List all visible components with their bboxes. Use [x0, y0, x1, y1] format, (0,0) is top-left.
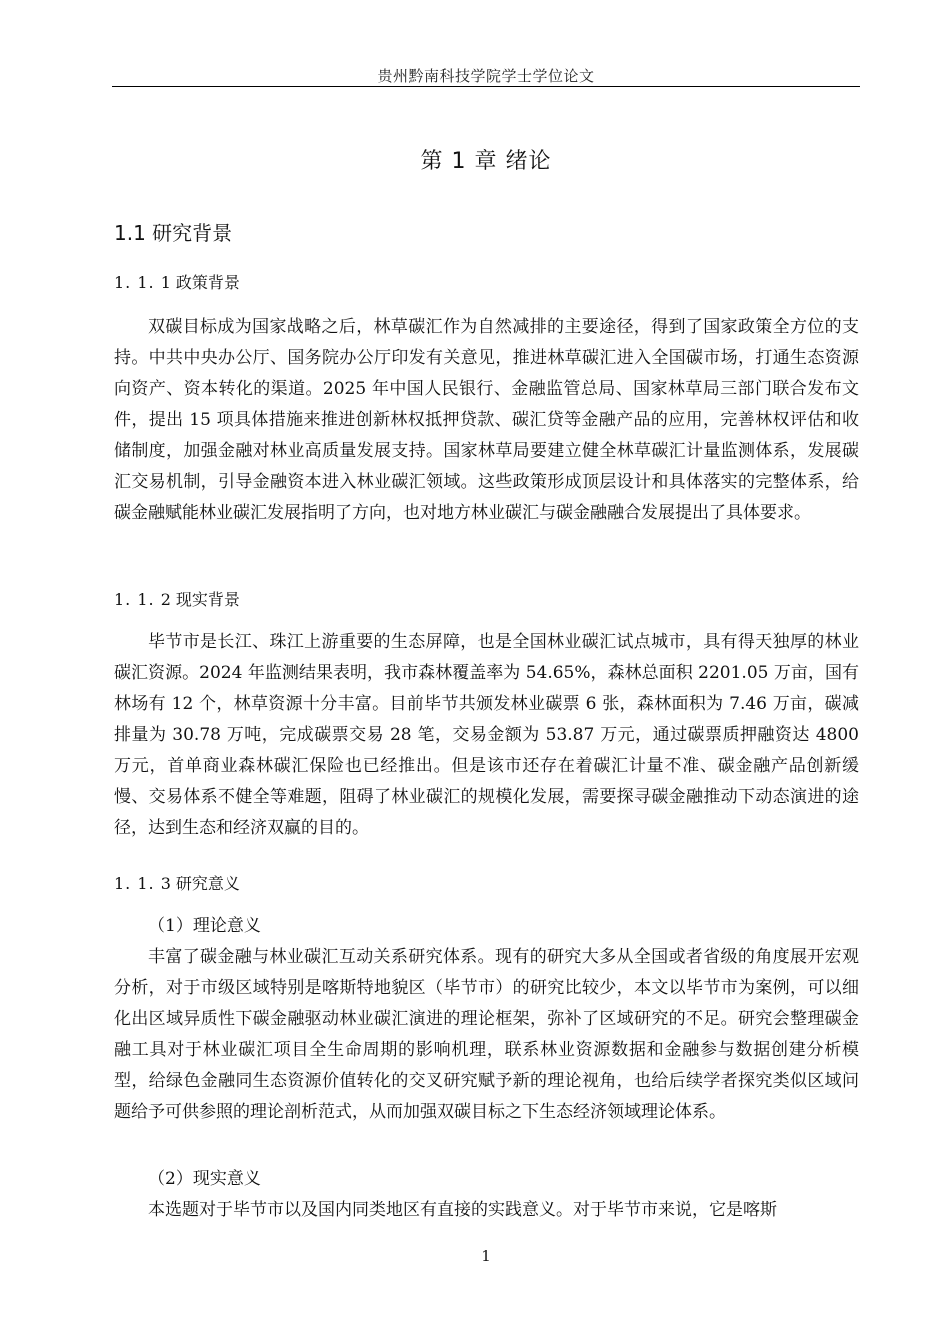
- paragraph-practical-significance: 本选题对于毕节市以及国内同类地区有直接的实践意义。对于毕节市来说，它是喀斯: [148, 1200, 777, 1220]
- subsection-heading-significance: [114, 872, 240, 896]
- subsection-number: 1. 1. 2: [114, 590, 172, 609]
- subsection-heading-reality: [114, 588, 240, 612]
- subsection-title: 现实背景: [175, 590, 240, 609]
- paragraph-theoretical-significance: 丰富了碳金融与林业碳汇互动关系研究体系。现有的研究大多从全国或者省级的角度展开宏观分析，对于市级区域特别是喀斯特地貌区（毕节市）的研究比较少，本文以毕节市为案例，可以细化出区域异质性下碳金融驱动林业碳汇演进的理论框架，弥补了区域研究的不足。研究会整理碳金融工具对于林业碳汇项目全生命周期的影响机理，联系林业资源数据和金融参与数据创建分析模型，给绿色金融同生态资源价值转化的交叉研究赋予新的理论视角，也给后续学者探究类似区域问题给予可供参照的理论剖析范式，从而加强双碳目标之下生态经济领域理论体系。: [114, 947, 859, 1122]
- running-header: 贵州黔南科技学院学士学位论文: [377, 67, 595, 85]
- item-label-practical: （2）现实意义: [148, 1169, 261, 1189]
- item-label-theoretical: （1）理论意义: [148, 916, 261, 936]
- subsection-heading-policy: [114, 271, 240, 295]
- paragraph-policy-background: 双碳目标成为国家战略之后，林草碳汇作为自然减排的主要途径，得到了国家政策全方位的支持。中共中央办公厅、国务院办公厅印发有关意见，推进林草碳汇进入全国碳市场，打通生态资源向资产、资本转化的渠道。2025 年中国人民银行、金融监管总局、国家林草局三部门联合发布文件，提出 15 项具体措施来推进创新林权抵押贷款、碳汇贷等金融产品的应用，完善林权评估和收储制度，加强金融对林业高质量发展支持。国家林草局要建立健全林草碳汇计量监测体系，发展碳汇交易机制，引导金融资本进入林业碳汇领域。这些政策形成顶层设计和具体落实的完整体系，给碳金融赋能林业碳汇发展指明了方向，也对地方林业碳汇与碳金融融合发展提出了具体要求。: [114, 317, 859, 523]
- chapter-title: 第 1 章 绪论: [420, 149, 552, 174]
- subsection-number: 1. 1. 3: [114, 874, 172, 893]
- section-heading: 1.1 研究背景: [114, 221, 233, 245]
- subsection-title: 政策背景: [175, 273, 240, 292]
- subsection-title: 研究意义: [175, 874, 240, 893]
- page-number: 1: [481, 1247, 491, 1265]
- paragraph-reality-background: 毕节市是长江、珠江上游重要的生态屏障，也是全国林业碳汇试点城市，具有得天独厚的林业碳汇资源。2024 年监测结果表明，我市森林覆盖率为 54.65%，森林总面积 2201.05 万亩，国有林场有 12 个，林草资源十分丰富。目前毕节共颁发林业碳票 6 张，森林面积为 7.46 万亩，碳减排量为 30.78 万吨，完成碳票交易 28 笔，交易金额为 53.87 万元，通过碳票质押融资达 4800 万元，首单商业森林碳汇保险也已经推出。但是该市还存在着碳汇计量不准、碳金融产品创新缓慢、交易体系不健全等难题，阻碍了林业碳汇的规模化发展，需要探寻碳金融推动下动态演进的途径，达到生态和经济双赢的目的。: [114, 632, 859, 838]
- subsection-number: 1. 1. 1: [114, 273, 172, 292]
- header-rule: [112, 86, 860, 87]
